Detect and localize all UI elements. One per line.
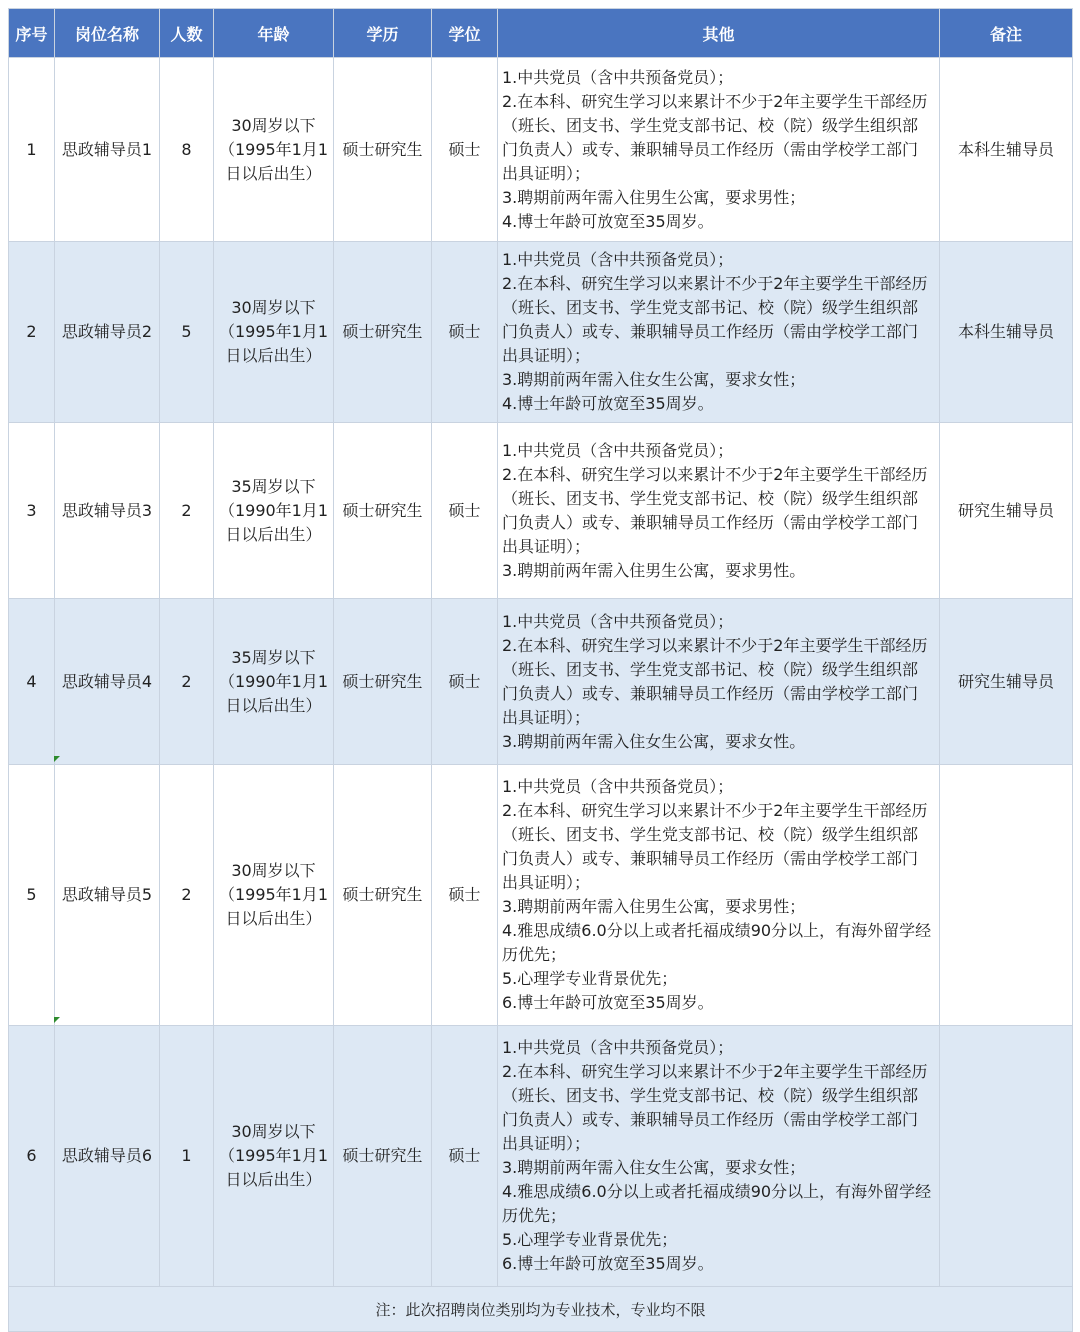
cell-post: 思政辅导员2 bbox=[55, 242, 160, 423]
requirement-line: 4.博士年龄可放宽至35周岁。 bbox=[502, 211, 714, 231]
cell-remark: 研究生辅导员 bbox=[940, 423, 1073, 599]
age-line: 35周岁以下 bbox=[231, 647, 316, 667]
cell-seq: 5 bbox=[9, 765, 55, 1026]
cell-other bbox=[498, 765, 940, 1026]
age-line: 日以后出生） bbox=[225, 346, 322, 365]
requirement-line: 出具证明）； bbox=[502, 346, 591, 365]
cell-education: 硕士研究生 bbox=[334, 1026, 432, 1287]
requirement-line: 出具证明）； bbox=[502, 1134, 591, 1153]
age-line: （1995年1月1 bbox=[218, 1146, 329, 1165]
cell-seq: 1 bbox=[9, 58, 55, 242]
age-line: 日以后出生） bbox=[225, 163, 322, 183]
cell-degree: 硕士 bbox=[432, 242, 498, 423]
cell-other bbox=[498, 242, 940, 423]
requirement-line: 2.在本科、研究生学习以来累计不少于2年主要学生干部经历 bbox=[502, 635, 928, 655]
requirement-line: （班长、团支书、学生党支部书记、校（院）级学生组织部 bbox=[502, 298, 919, 317]
cell-count: 8 bbox=[160, 58, 214, 242]
age-line: 35周岁以下 bbox=[231, 476, 316, 496]
table-row bbox=[9, 599, 1073, 765]
table-row bbox=[9, 242, 1073, 423]
requirement-line: 3.聘期前两年需入住女生公寓，要求女性； bbox=[502, 370, 806, 389]
requirement-line: 2.在本科、研究生学习以来累计不少于2年主要学生干部经历 bbox=[502, 1062, 928, 1081]
header-degree: 学位 bbox=[432, 9, 498, 58]
requirement-line: 3.聘期前两年需入住男生公寓，要求男性； bbox=[502, 187, 806, 207]
footer-note: 注：此次招聘岗位类别均为专业技术，专业均不限 bbox=[9, 1287, 1073, 1332]
cell-seq: 6 bbox=[9, 1026, 55, 1287]
table-header-row bbox=[9, 9, 1073, 58]
requirement-line: 出具证明）； bbox=[502, 707, 591, 727]
requirement-line: 1.中共党员（含中共预备党员）； bbox=[502, 67, 734, 87]
cell-other bbox=[498, 599, 940, 765]
cell-age bbox=[214, 242, 334, 423]
requirement-line: 1.中共党员（含中共预备党员）； bbox=[502, 1038, 734, 1057]
cell-education: 硕士研究生 bbox=[334, 599, 432, 765]
age-line: 30周岁以下 bbox=[231, 1122, 316, 1141]
requirement-line: 4.博士年龄可放宽至35周岁。 bbox=[502, 394, 714, 413]
requirement-line: 3.聘期前两年需入住女生公寓，要求女性。 bbox=[502, 731, 806, 751]
cell-seq: 3 bbox=[9, 423, 55, 599]
cell-degree: 硕士 bbox=[432, 765, 498, 1026]
cell-count: 2 bbox=[160, 423, 214, 599]
cell-age bbox=[214, 58, 334, 242]
age-line: 日以后出生） bbox=[225, 1170, 322, 1189]
requirement-line: 3.聘期前两年需入住男生公寓，要求男性。 bbox=[502, 560, 806, 580]
requirement-line: 门负责人）或专、兼职辅导员工作经历（需由学校学工部门 bbox=[502, 1110, 919, 1129]
requirement-line: 4.雅思成绩6.0分以上或者托福成绩90分以上，有海外留学经 bbox=[502, 921, 932, 940]
cell-remark bbox=[940, 1026, 1073, 1287]
requirement-line: 门负责人）或专、兼职辅导员工作经历（需由学校学工部门 bbox=[502, 683, 919, 703]
table-row bbox=[9, 58, 1073, 242]
comment-marker-icon bbox=[54, 1017, 60, 1023]
age-line: 日以后出生） bbox=[225, 524, 322, 544]
age-line: 30周岁以下 bbox=[231, 115, 316, 135]
age-line: （1990年1月1 bbox=[218, 671, 329, 691]
cell-education: 硕士研究生 bbox=[334, 765, 432, 1026]
requirement-line: 5.心理学专业背景优先； bbox=[502, 969, 678, 988]
requirement-line: 1.中共党员（含中共预备党员）； bbox=[502, 440, 734, 460]
cell-count: 2 bbox=[160, 599, 214, 765]
age-line: （1995年1月1 bbox=[218, 885, 329, 904]
cell-age bbox=[214, 599, 334, 765]
cell-other bbox=[498, 1026, 940, 1287]
requirement-line: 1.中共党员（含中共预备党员）； bbox=[502, 777, 734, 796]
requirement-line: 1.中共党员（含中共预备党员）； bbox=[502, 611, 734, 631]
requirement-line: （班长、团支书、学生党支部书记、校（院）级学生组织部 bbox=[502, 1086, 919, 1105]
cell-age bbox=[214, 765, 334, 1026]
cell-post: 思政辅导员4 bbox=[55, 599, 160, 765]
cell-post: 思政辅导员5 bbox=[55, 765, 160, 1026]
cell-education: 硕士研究生 bbox=[334, 58, 432, 242]
cell-remark: 研究生辅导员 bbox=[940, 599, 1073, 765]
requirement-line: 2.在本科、研究生学习以来累计不少于2年主要学生干部经历 bbox=[502, 801, 928, 820]
table-footer-row bbox=[9, 1287, 1073, 1332]
header-count: 人数 bbox=[160, 9, 214, 58]
header-seq: 序号 bbox=[9, 9, 55, 58]
comment-marker-icon bbox=[54, 756, 60, 762]
age-line: （1995年1月1 bbox=[218, 322, 329, 341]
table-row bbox=[9, 765, 1073, 1026]
requirement-line: 门负责人）或专、兼职辅导员工作经历（需由学校学工部门 bbox=[502, 512, 919, 532]
cell-seq: 2 bbox=[9, 242, 55, 423]
age-line: （1995年1月1 bbox=[218, 139, 329, 159]
cell-count: 5 bbox=[160, 242, 214, 423]
cell-count: 1 bbox=[160, 1026, 214, 1287]
table-row bbox=[9, 1026, 1073, 1287]
requirement-line: 4.雅思成绩6.0分以上或者托福成绩90分以上，有海外留学经 bbox=[502, 1182, 932, 1201]
cell-age bbox=[214, 423, 334, 599]
recruitment-table-container bbox=[8, 8, 1072, 1332]
table-row bbox=[9, 423, 1073, 599]
header-remark: 备注 bbox=[940, 9, 1073, 58]
cell-other bbox=[498, 423, 940, 599]
age-line: 日以后出生） bbox=[225, 695, 322, 715]
age-line: （1990年1月1 bbox=[218, 500, 329, 520]
requirement-line: 2.在本科、研究生学习以来累计不少于2年主要学生干部经历 bbox=[502, 91, 928, 111]
requirement-line: （班长、团支书、学生党支部书记、校（院）级学生组织部 bbox=[502, 659, 919, 679]
cell-other bbox=[498, 58, 940, 242]
cell-remark bbox=[940, 765, 1073, 1026]
requirement-line: 1.中共党员（含中共预备党员）； bbox=[502, 250, 734, 269]
requirement-line: （班长、团支书、学生党支部书记、校（院）级学生组织部 bbox=[502, 115, 919, 135]
requirement-line: 2.在本科、研究生学习以来累计不少于2年主要学生干部经历 bbox=[502, 464, 928, 484]
requirement-line: 历优先； bbox=[502, 945, 567, 964]
requirement-line: 门负责人）或专、兼职辅导员工作经历（需由学校学工部门 bbox=[502, 849, 919, 868]
cell-education: 硕士研究生 bbox=[334, 242, 432, 423]
requirement-line: 5.心理学专业背景优先； bbox=[502, 1230, 678, 1249]
header-post: 岗位名称 bbox=[55, 9, 160, 58]
header-age: 年龄 bbox=[214, 9, 334, 58]
requirement-line: 门负责人）或专、兼职辅导员工作经历（需由学校学工部门 bbox=[502, 322, 919, 341]
cell-post: 思政辅导员3 bbox=[55, 423, 160, 599]
age-line: 30周岁以下 bbox=[231, 861, 316, 880]
cell-age bbox=[214, 1026, 334, 1287]
header-education: 学历 bbox=[334, 9, 432, 58]
cell-remark: 本科生辅导员 bbox=[940, 58, 1073, 242]
cell-degree: 硕士 bbox=[432, 423, 498, 599]
table-body bbox=[9, 58, 1073, 1287]
cell-remark: 本科生辅导员 bbox=[940, 242, 1073, 423]
requirement-line: （班长、团支书、学生党支部书记、校（院）级学生组织部 bbox=[502, 825, 919, 844]
requirement-line: 6.博士年龄可放宽至35周岁。 bbox=[502, 993, 714, 1012]
age-line: 日以后出生） bbox=[225, 909, 322, 928]
cell-education: 硕士研究生 bbox=[334, 423, 432, 599]
cell-degree: 硕士 bbox=[432, 1026, 498, 1287]
cell-degree: 硕士 bbox=[432, 599, 498, 765]
requirement-line: 3.聘期前两年需入住女生公寓，要求女性； bbox=[502, 1158, 806, 1177]
header-other: 其他 bbox=[498, 9, 940, 58]
requirement-line: 出具证明）； bbox=[502, 536, 591, 556]
requirement-line: 出具证明）； bbox=[502, 163, 591, 183]
requirement-line: 历优先； bbox=[502, 1206, 567, 1225]
requirement-line: 2.在本科、研究生学习以来累计不少于2年主要学生干部经历 bbox=[502, 274, 928, 293]
recruitment-table bbox=[8, 8, 1073, 1332]
age-line: 30周岁以下 bbox=[231, 298, 316, 317]
cell-count: 2 bbox=[160, 765, 214, 1026]
requirement-line: 6.博士年龄可放宽至35周岁。 bbox=[502, 1254, 714, 1273]
requirement-line: （班长、团支书、学生党支部书记、校（院）级学生组织部 bbox=[502, 488, 919, 508]
cell-degree: 硕士 bbox=[432, 58, 498, 242]
cell-seq: 4 bbox=[9, 599, 55, 765]
requirement-line: 出具证明）； bbox=[502, 873, 591, 892]
requirement-line: 门负责人）或专、兼职辅导员工作经历（需由学校学工部门 bbox=[502, 139, 919, 159]
requirement-line: 3.聘期前两年需入住男生公寓，要求男性； bbox=[502, 897, 806, 916]
cell-post: 思政辅导员1 bbox=[55, 58, 160, 242]
cell-post: 思政辅导员6 bbox=[55, 1026, 160, 1287]
